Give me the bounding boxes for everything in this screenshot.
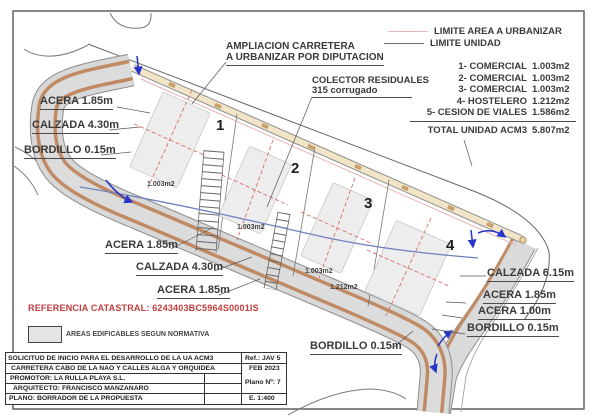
label-acera-right-2: ACERA 1.00m (478, 306, 551, 320)
tb-line2: CARRETERA CABO DE LA NAO Y CALLES ALGA Y ORQUIDEA (11, 364, 215, 372)
label-ampliacion-line2: A URBANIZAR POR DIPUTACION (226, 53, 384, 66)
tb-arquitecto: ARQUITECTO: FRANCISCO MANZANARO (13, 384, 149, 392)
tb-plano-num: Plano Nº: 7 (245, 379, 281, 386)
legend-limite-unidad-label: LIMITE UNIDAD (430, 38, 501, 49)
list-total: TOTAL UNIDAD ACM3 5.807m2 (427, 124, 570, 136)
label-acera-mid-2: ACERA 1.85m (157, 285, 230, 299)
label-colector-line1: COLECTOR RESIDUALES (312, 75, 430, 86)
legend-limite-area-label: LIMITE AREA A URBANIZAR (434, 26, 562, 37)
list-separator (410, 121, 576, 122)
label-acera-right-1: ACERA 1.85m (483, 290, 556, 304)
list-item-5: 5- CESION DE VIALES 1.586m2 (426, 107, 570, 118)
junction-node (520, 237, 526, 243)
plot-number-4: 4 (446, 237, 455, 254)
tb-promotor: PROMOTOR: LA RULLA PLAYA S.L. (10, 374, 126, 382)
label-ampliacion-line1: AMPLIACION CARRETERA (226, 41, 355, 52)
limite-area-swatch (388, 31, 428, 32)
limite-unidad-swatch (384, 43, 424, 44)
label-calzada-top-left: CALZADA 4.30m (32, 120, 119, 134)
plot-number-2: 2 (291, 160, 300, 177)
label-calzada-right: CALZADA 6.15m (487, 268, 574, 282)
legend-limite-unidad (384, 39, 501, 49)
label-calzada-mid: CALZADA 4.30m (136, 262, 223, 276)
label-bordillo-right: BORDILLO 0.15m (467, 323, 559, 337)
label-bordillo-top-left: BORDILLO 0.15m (24, 145, 116, 159)
catastral-reference: REFERENCIA CATASTRAL: 6243403BC5964S0001IS (28, 303, 259, 313)
plot-number-3: 3 (364, 195, 373, 212)
tb-plano: PLANO: BORRADOR DE LA PROPUESTA (9, 395, 143, 402)
tb-ref: Ref.: JAV 5 (245, 354, 281, 362)
label-acera-top-left: ACERA 1.85m (40, 96, 113, 110)
legend-limite-area (388, 27, 562, 37)
label-bordillo-bottom: BORDILLO 0.15m (310, 341, 402, 355)
tb-escala: E. 1:400 (249, 395, 275, 402)
buildable-area-note: AREAS EDIFICABLES SEGUN NORMATIVA (66, 331, 210, 338)
title-block (5, 352, 287, 405)
label-colector-line2: 315 corrugado (312, 86, 412, 98)
list-item-1: 1- COMERCIAL 1.003m2 (458, 61, 570, 72)
plot-area-2: 1.003m2 (237, 224, 265, 231)
tb-date: FEB 2023 (249, 364, 280, 372)
plot-number-1: 1 (216, 117, 225, 134)
list-item-4: 4- HOSTELERO 1.212m2 (456, 95, 570, 107)
label-acera-mid-1: ACERA 1.85m (105, 240, 178, 254)
plot-area-3: 1.003m2 (305, 268, 333, 275)
list-item-2: 2- COMERCIAL 1.003m2 (458, 72, 570, 84)
plot-area-4: 1.212m2 (330, 284, 358, 291)
list-item-3: 3- COMERCIAL 1.003m2 (458, 84, 570, 95)
tb-line1: SOLICITUD DE INICIO PARA EL DESARROLLO DE LA UA ACM3 (8, 354, 214, 362)
plot-area-1: 1.003m2 (147, 181, 175, 188)
buildable-area-swatch (28, 326, 62, 343)
